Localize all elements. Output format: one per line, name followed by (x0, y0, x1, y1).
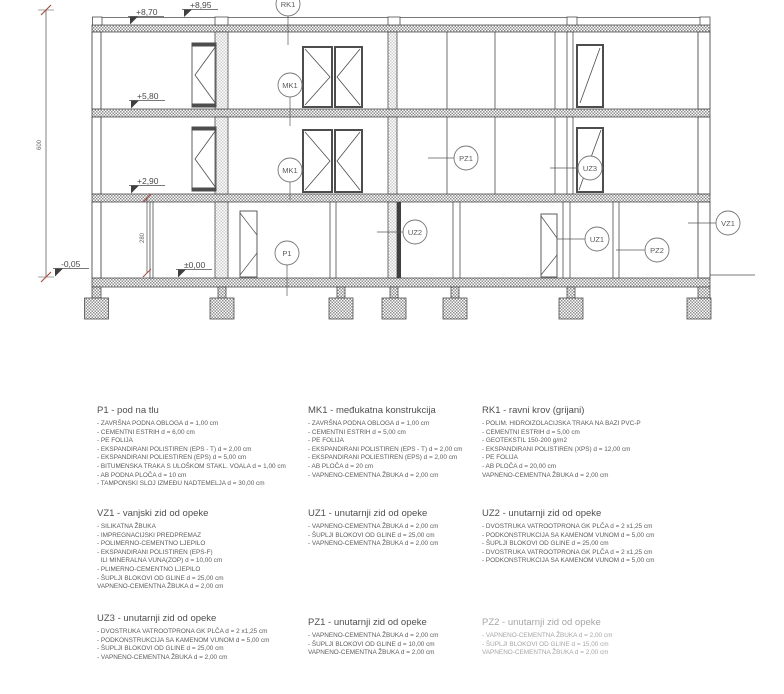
left-wall (92, 202, 101, 278)
legend-title: RK1 - ravni krov (grijani) (482, 405, 585, 416)
legend-item: - VAPNENO-CEMENTNA ŽBUKA d = 2,00 cm (308, 540, 439, 548)
legend-item: - VAPNENO-CEMENTNA ŽBUKA d = 2,00 cm (308, 471, 439, 479)
legend-section-rk1 (482, 405, 682, 480)
legend-item: - VAPNENO-CEMENTNA ŽBUKA d = 2,00 cm (482, 632, 613, 639)
ground-slab (92, 278, 710, 287)
legend-section-mk1 (308, 405, 508, 480)
tag-uz3 (578, 156, 602, 180)
level-label: +8,70 (136, 7, 158, 17)
legend-item: - ZAVRŠNA PODNA OBLOGA d = 1,00 cm (308, 420, 430, 427)
tag-uz2 (403, 220, 427, 244)
legend-title: UZ1 - unutarnji zid od opeke (308, 508, 428, 519)
level-label: +2,90 (137, 176, 159, 186)
door-right-f2 (577, 45, 603, 107)
svg-text:P1: P1 (282, 249, 292, 258)
interior-walls (150, 32, 619, 278)
legend-item: VAPNENO-CEMENTNA ŽBUKA d = 2,00 cm (97, 583, 224, 591)
level-marker-roof (128, 7, 164, 25)
legend-section-uz3 (97, 613, 297, 662)
window-pair-f2 (303, 47, 362, 107)
legend-item: - CEMENTNI ESTRIH d = 6,00 cm (97, 428, 195, 436)
left-wall (92, 32, 101, 109)
legend-section-pz2 (482, 617, 682, 658)
legend-item: - ŠUPLJI BLOKOVI OD GLINE d = 25,00 cm (482, 540, 609, 548)
legend-item: - PODKONSTRUKCIJA SA KAMENOM VUNOM d = 5,00 cm (97, 636, 270, 644)
legend-item: - CEMENTNI ESTRIH d = 5,00 cm (308, 428, 406, 436)
legend-item: - ŠUPLJI BLOKOVI OD GLINE d = 15,00 cm (482, 640, 609, 648)
legend-item: - EKSPANDIRANI POLIESTIREN (EPS) d = 2,00 cm (308, 454, 458, 462)
legend-item: - PODKONSTRUKCIJA SA KAMENOM VUNOM d = 5,00 cm (482, 531, 655, 539)
legend-section-p1 (97, 405, 297, 489)
legend-item: - EKSPANDIRANI POLIESTIREN (EPS) d = 5,00 cm (97, 454, 247, 462)
legend-item: - GEOTEKSTIL 150-200 g/m2 (482, 437, 568, 445)
window-left-f2 (192, 43, 216, 107)
legend-item: - ŠUPLJI BLOKOVI OD GLINE d = 25,00 cm (97, 574, 224, 582)
legend-item: - POLIMERNO-CEMENTNO LJEPILO (97, 540, 206, 548)
legend-item: VAPNENO-CEMENTNA ŽBUKA d = 2,00 cm (482, 649, 609, 657)
legend-item: - VAPNENO-CEMENTNA ŽBUKA d = 2,00 cm (97, 653, 228, 661)
tag-uz1 (585, 227, 609, 251)
tag-pz1 (454, 146, 478, 170)
legend-item: - ŠUPLJI BLOKOVI OD GLINE d = 10,00 cm (308, 640, 435, 648)
level-label: -0,05 (61, 259, 81, 269)
svg-text:VZ1: VZ1 (721, 219, 735, 228)
legend-item: - PODKONSTRUKCIJA SA KAMENOM VUNOM d = 5,00 cm (482, 557, 655, 565)
legend-item: - EKSPANDIRANI POLISTIREN (EPS - T) d = 2,00 cm (308, 445, 463, 453)
tag-vz1 (716, 211, 740, 235)
level-label: +5,80 (137, 91, 159, 101)
tag-pz2 (645, 238, 669, 262)
legend-item: - AB PLOČA d = 20,00 cm (482, 462, 557, 470)
window-left-f1 (192, 127, 216, 191)
svg-text:PZ2: PZ2 (650, 246, 664, 255)
legend-item: - DVOSTRUKA VATROOTPRONA GK PLČA d = 2 x1,25 cm (97, 628, 268, 635)
legend-title: P1 - pod na tlu (97, 405, 159, 416)
legend-item: - TAMPONSKI SLOJ IZMEĐU NADTEMELJA d = 30,00 cm (97, 480, 265, 488)
level-marker-floor1 (129, 176, 165, 194)
right-wall (698, 202, 710, 278)
dim-label-total: 600 (37, 139, 43, 150)
legend-item: ILI MINERALNA VUNA(ZOP) d = 10,00 cm (97, 557, 223, 565)
tag-p1 (275, 241, 299, 265)
left-wall (92, 117, 101, 194)
legend-item: - EKSPANDIRANI POLISTIREN (EPS - T) d = 2,00 cm (97, 445, 252, 453)
legend-item: - PE FOLIJA (482, 454, 518, 462)
roof-slab (92, 25, 710, 32)
dimension-total-height (37, 5, 54, 282)
level-marker-parapet (182, 0, 218, 17)
legend-item: - IMPREGNACIJSKI PREDPREMAZ (97, 531, 202, 539)
legend-item: - VAPNENO-CEMENTNA ŽBUKA d = 2,00 cm (308, 523, 439, 530)
legend-item: - ŠUPLJI BLOKOVI OD GLINE d = 25,00 cm (97, 645, 224, 653)
uz2-fire-cladding (397, 202, 401, 278)
legend-title: MK1 - međukatna konstrukcija (308, 405, 436, 416)
legend-item: VAPNENO-CEMENTNA ŽBUKA d = 2,00 cm (482, 471, 609, 479)
right-wall (698, 117, 710, 194)
legend-item: - EKSPANDIRANI POLISTIREN (XPS) d = 12,00 cm (482, 445, 631, 453)
svg-text:PZ1: PZ1 (459, 154, 473, 163)
dimension-ground-floor (140, 194, 151, 277)
legend-section-pz1 (308, 617, 508, 658)
legend-item: - PE FOLIJA (97, 437, 133, 445)
dim-label-ground: 280 (140, 232, 146, 243)
legend-item: - BITUMENSKA TRAKA S ULOŠKOM STAKL. VOALA d = 1,00 cm (97, 462, 286, 470)
legend-item: - AB PLOČA d = 20 cm (308, 462, 374, 470)
level-label: +8,95 (190, 0, 212, 10)
second-floor-slab (92, 109, 710, 117)
legend-title: UZ3 - unutarnji zid od opeke (97, 613, 217, 624)
legend-item: - SILIKATNA ŽBUKA (97, 523, 156, 530)
svg-text:UZ2: UZ2 (407, 228, 423, 237)
right-wall (698, 32, 710, 109)
tag-mk1-upper (278, 73, 302, 97)
assembly-tags (275, 0, 740, 265)
legend-item: - AB PODNA PLOČA d = 10 cm (97, 471, 187, 479)
legend-section-uz2 (482, 508, 682, 566)
legend-item: - PLIMERNO-CEMENTNO LJEPILO (97, 565, 201, 573)
level-marker-floor2 (129, 91, 165, 109)
door-ground-right (541, 214, 557, 277)
level-label: ±0,00 (184, 260, 206, 270)
legend-title: PZ1 - unutarnji zid od opeke (308, 617, 427, 628)
legend-title: UZ2 - unutarnji zid od opeke (482, 508, 602, 519)
first-floor-slab (92, 194, 710, 202)
legend-item: - EKSPANDIRANI POLISTIREN (EPS-F) (97, 548, 213, 556)
level-markers (53, 0, 218, 278)
legend-item: - ŠUPLJI BLOKOVI OD GLINE d = 25,00 cm (308, 531, 435, 539)
svg-text:MK1: MK1 (282, 81, 298, 90)
legend-item: - PE FOLIJA (308, 437, 344, 445)
legend-title: VZ1 - vanjski zid od opeke (97, 508, 209, 519)
legend-item: - DVOSTRUKA VATROOTPRONA GK PLČA d = 2 x1,25 cm (482, 523, 653, 530)
legend-item: - DVOSTRUKA VATROOTPRONA GK PLČA d = 2 x1,25 cm (482, 548, 653, 556)
tag-mk1-lower (278, 158, 302, 182)
window-pair-f1 (303, 130, 362, 192)
level-marker-grade (53, 259, 89, 277)
legend-title: PZ2 - unutarnji zid od opeke (482, 617, 601, 628)
foundations (85, 287, 712, 319)
parapet (92, 17, 710, 25)
svg-text:RK1: RK1 (280, 0, 296, 9)
tag-rk1 (276, 0, 300, 16)
legend-item: - POLIM. HIDROIZOLACIJSKA TRAKA NA BAZI PVC-P (482, 420, 641, 427)
svg-text:UZ3: UZ3 (582, 164, 598, 173)
door-ground-left (240, 211, 257, 277)
level-marker-ground (176, 260, 212, 278)
legend-section-uz1 (308, 508, 508, 549)
legend-item: - CEMENTNI ESTRIH d = 5,00 cm (482, 428, 580, 436)
legend-item: - VAPNENO-CEMENTNA ŽBUKA d = 2,00 cm (308, 632, 439, 639)
legend-item: - ZAVRŠNA PODNA OBLOGA d = 1,00 cm (97, 420, 219, 427)
svg-text:MK1: MK1 (282, 166, 298, 175)
legend-section-vz1 (97, 508, 297, 592)
legend-item: VAPNENO-CEMENTNA ŽBUKA d = 2,00 cm (308, 649, 435, 657)
svg-text:UZ1: UZ1 (589, 235, 605, 244)
